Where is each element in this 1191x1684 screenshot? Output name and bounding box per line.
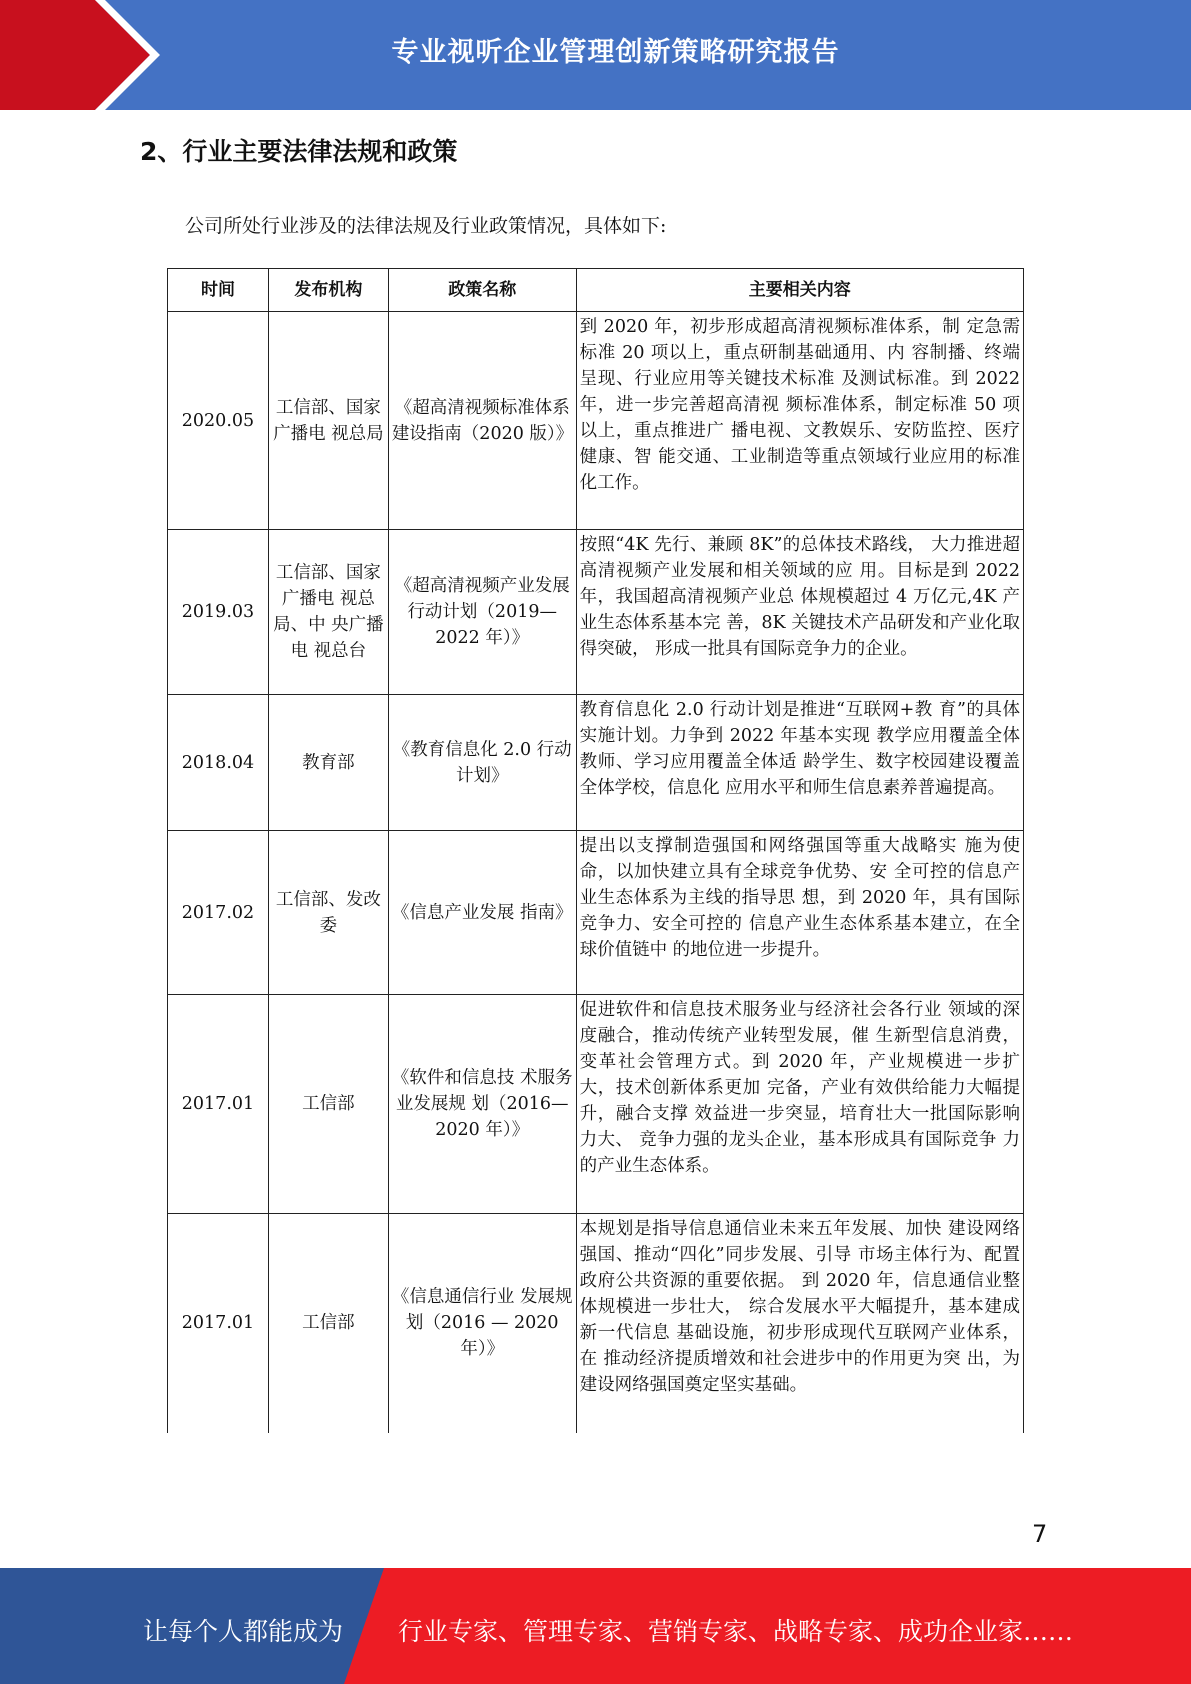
cell-content: 教育信息化 2.0 行动计划是推进“互联网+教 育”的具体实施计划。力争到 2022 年基本实现 教学应用覆盖全体教师、学习应用覆盖全体适 龄学生、数字校园建设覆盖全体学校，信息化 应用水平和师生信息素养普遍提高。 xyxy=(576,695,1023,831)
cell-policy-name: 《信息产业发展 指南》 xyxy=(388,831,576,995)
table-row xyxy=(168,695,1024,831)
header-title: 专业视听企业管理创新策略研究报告 xyxy=(391,37,840,68)
cell-content: 按照“4K 先行、兼顾 8K”的总体技术路线， 大力推进超高清视频产业发展和相关领域的应 用。目标是到 2022 年，我国超高清视频产业总 体规模超过 4 万亿元,4K 产业生态体系基本完 善，8K 关键技术产品研发和产业化取得突破， 形成一批具有国际竞争力的企业。 xyxy=(576,530,1023,695)
page-header xyxy=(0,0,1191,110)
table-header-row xyxy=(168,269,1024,312)
cell-issuer: 教育部 xyxy=(268,695,388,831)
cell-issuer: 工信部、国家广播电 视总局、中 央广播电 视总台 xyxy=(268,530,388,695)
cell-policy-name: 《信息通信行业 发展规划（2016 — 2020 年）》 xyxy=(388,1214,576,1433)
cell-date: 2018.04 xyxy=(168,695,269,831)
cell-date: 2017.02 xyxy=(168,831,269,995)
table-row xyxy=(168,312,1024,530)
header-content: 主要相关内容 xyxy=(576,269,1023,312)
cell-issuer: 工信部 xyxy=(268,995,388,1214)
cell-content: 促进软件和信息技术服务业与经济社会各行业 领域的深度融合，推动传统产业转型发展，催 生新型信息消费，变革社会管理方式。到 2020 年，产业规模进一步扩大，技术创新体系更加 完备，产业有效供给能力大幅提升，融合支撑 效益进一步突显，培育壮大一批国际影响力大、 竞争力强的龙头企业，基本形成具有国际竞争 力的产业生态体系。 xyxy=(576,995,1023,1214)
header-policy-name: 政策名称 xyxy=(388,269,576,312)
table-row xyxy=(168,995,1024,1214)
cell-date: 2019.03 xyxy=(168,530,269,695)
page-number: 7 xyxy=(1032,1520,1048,1548)
cell-issuer: 工信部 xyxy=(268,1214,388,1433)
footer-slogan-right: 行业专家、管理专家、营销专家、战略专家、成功企业家…… xyxy=(398,1617,1074,1646)
cell-content: 到 2020 年，初步形成超高清视频标准体系，制 定急需标准 20 项以上，重点研制基础通用、内 容制播、终端呈现、行业应用等关键技术标准 及测试标准。到 2022 年，进一步完善超高清视 频标准体系，制定标准 50 项以上，重点推进广 播电视、文教娱乐、安防监控、医疗健康、智 能交通、工业制造等重点领域行业应用的标准 化工作。 xyxy=(576,312,1023,530)
cell-policy-name: 《超高清视频产业发展行动计划（2019—2022 年）》 xyxy=(388,530,576,695)
cell-date: 2017.01 xyxy=(168,995,269,1214)
table-row xyxy=(168,530,1024,695)
cell-policy-name: 《超高清视频标准体系建设指南（2020 版）》 xyxy=(388,312,576,530)
cell-policy-name: 《软件和信息技 术服务业发展规 划（2016— 2020 年）》 xyxy=(388,995,576,1214)
header-issuer: 发布机构 xyxy=(268,269,388,312)
cell-content: 提出以支撑制造强国和网络强国等重大战略实 施为使命，以加快建立具有全球竞争优势、安 全可控的信息产业生态体系为主线的指导思 想，到 2020 年，具有国际竞争力、安全可控的 信息产业生态体系基本建立，在全球价值链中 的地位进一步提升。 xyxy=(576,831,1023,995)
header-date: 时间 xyxy=(168,269,269,312)
footer-slogan-left: 让每个人都能成为 xyxy=(143,1617,344,1646)
policy-table xyxy=(167,268,1024,1433)
section-title: 2、行业主要法律法规和政策 xyxy=(140,137,458,166)
table-row xyxy=(168,1214,1024,1433)
intro-paragraph: 公司所处行业涉及的法律法规及行业政策情况，具体如下: xyxy=(185,215,667,237)
cell-issuer: 工信部、发改委 xyxy=(268,831,388,995)
cell-content: 本规划是指导信息通信业未来五年发展、加快 建设网络强国、推动“四化”同步发展、引导 市场主体行为、配置政府公共资源的重要依据。 到 2020 年，信息通信业整体规模进一步壮大， 综合发展水平大幅提升，基本建成新一代信息 基础设施，初步形成现代互联网产业体系，在 推动经济提质增效和社会进步中的作用更为突 出，为建设网络强国奠定坚实基础。 xyxy=(576,1214,1023,1433)
cell-issuer: 工信部、国家广播电 视总局 xyxy=(268,312,388,530)
cell-policy-name: 《教育信息化 2.0 行动计划》 xyxy=(388,695,576,831)
table-row xyxy=(168,831,1024,995)
cell-date: 2020.05 xyxy=(168,312,269,530)
page-footer xyxy=(0,1568,1191,1684)
cell-date: 2017.01 xyxy=(168,1214,269,1433)
